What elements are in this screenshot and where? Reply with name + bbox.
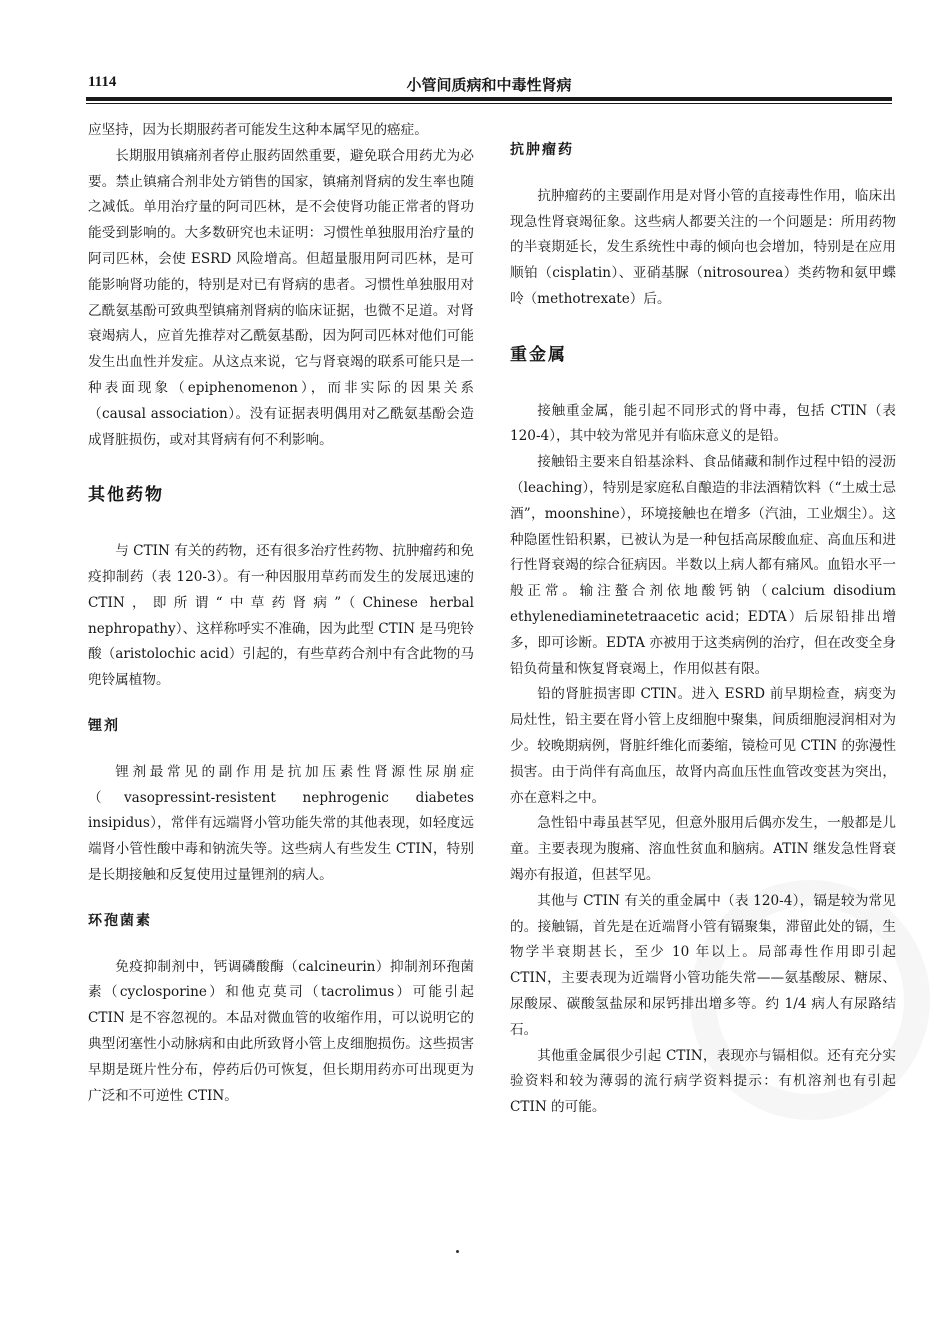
paragraph: 与 CTIN 有关的药物，还有很多治疗性药物、抗肿瘤药和免疫抑制药（表 120-3）。有一种因服用草药而发生的发展迅速的 CTIN，即所谓“中草药肾病”（Chinese herbal nephropathy）、这样称呼实不准确，因为此型 CTIN 是马兜铃酸（aristolochic acid）引起的，有些草药合剂中有含此物的马兜铃属植物。 xyxy=(88,543,474,689)
running-title: 小管间质病和中毒性肾病 xyxy=(406,76,572,94)
subsection-heading-cyclosporine: 环孢菌素 xyxy=(88,912,152,929)
section-heading-other-drugs: 其他药物 xyxy=(88,485,164,506)
right-column xyxy=(510,118,896,1121)
header-rule-thin xyxy=(86,103,892,104)
page-header xyxy=(86,72,892,96)
paragraph: 急性铅中毒虽甚罕见，但意外服用后偶亦发生，一般都是儿童。主要表现为腹痛、溶血性贫血和脑病。ATIN 继发急性肾衰竭亦有报道，但甚罕见。 xyxy=(510,815,896,883)
page-number: 1114 xyxy=(88,74,117,90)
paragraph: 免疫抑制剂中，钙调磷酸酶（calcineurin）抑制剂环孢菌素（cyclosporine）和他克莫司（tacrolimus）可能引起 CTIN 是不容忽视的。本品对微血管的收缩作用，可以说明它的典型闭塞性小动脉病和由此所致肾小管上皮细胞损伤。这些损害早期是斑片性分布，停药后仍可恢复，但长期用药亦可出现更为广泛和不可逆性 CTIN。 xyxy=(88,958,474,1104)
subsection-heading-antitumor: 抗肿瘤药 xyxy=(510,142,574,158)
paragraph: 锂剂最常见的副作用是抗加压素性肾源性尿崩症（vasopressint-resistent nephrogenic diabetes insipidus），常伴有远端肾小管功能失常的其他表现，如轻度远端肾小管性酸中毒和钠流失等。这些病人有些发生 CTIN，特别是长期接触和反复使用过量锂剂的病人。 xyxy=(88,763,474,883)
footer-dot xyxy=(456,1250,459,1253)
paragraph: 其他重金属很少引起 CTIN，表现亦与镉相似。还有充分实验资料和较为薄弱的流行病学资料提示：有机溶剂也有引起 CTIN 的可能。 xyxy=(510,1047,896,1116)
subsection-heading-lithium: 锂剂 xyxy=(88,717,120,734)
section-heading-heavy-metals: 重金属 xyxy=(510,344,567,365)
paragraph: 接触铅主要来自铅基涂料、食品储藏和制作过程中铅的浸沥（leaching），特别是家庭私自酿造的非法酒精饮料（“土威士忌酒”，moonshine），环境接触也在增多（汽油，工业烟尘）。这种隐匿性铅积累，已被认为是一种包括高尿酸血症、高血压和进行性肾衰竭的综合征病因。半数以上病人都有痛风。血铅水平一般正常。输注螯合剂依地酸钙钠（calcium disodium ethylenediaminetetraacetic acid；EDTA）后尿铅排出增多，即可诊断。EDTA 亦被用于这类病例的治疗，但在改变全身铅负荷量和恢复肾衰竭上，作用似甚有限。 xyxy=(510,454,896,677)
paragraph: 铅的肾脏损害即 CTIN。进入 ESRD 前早期检查，病变为局灶性，铅主要在肾小管上皮细胞中聚集，间质细胞浸润相对为少。较晚期病例，肾脏纤维化而萎缩，镜检可见 CTIN 的弥漫性损害。由于尚伴有高血压，故肾内高血压性血管改变甚为突出，亦在意料之中。 xyxy=(510,686,896,806)
header-rule-thick xyxy=(86,97,892,101)
paragraph: 接触重金属，能引起不同形式的肾中毒，包括 CTIN（表 120-4），其中较为常见并有临床意义的是铅。 xyxy=(510,402,896,445)
paragraph: 应坚持，因为长期服药者可能发生这种本属罕见的癌症。 xyxy=(88,122,428,138)
left-column xyxy=(88,118,474,1109)
paragraph: 长期服用镇痛剂者停止服药固然重要，避免联合用药尤为必要。禁止镇痛合剂非处方销售的国家，镇痛剂肾病的发生率也随之减低。单用治疗量的阿司匹林，是不会使肾功能正常者的肾功能受到影响的。大多数研究也未证明：习惯性单独服用治疗量的阿司匹林，会使 ESRD 风险增高。但超量服用阿司匹林，是可能影响肾功能的，特别是对已有肾病的患者。习惯性单独服用对乙酰氨基酚可致典型镇痛剂肾病的临床证据，也微不足道。对肾衰竭病人，应首先推荐对乙酰氨基酚，因为阿司匹林对他们可能发生出血性并发症。从这点来说，它与肾衰竭的联系可能只是一种表面现象（epiphenomenon），而非实际的因果关系（causal association）。没有证据表明偶用对乙酰氨基酚会造成肾脏损伤，或对其肾病有何不利影响。 xyxy=(88,147,474,448)
paragraph: 抗肿瘤药的主要副作用是对肾小管的直接毒性作用，临床出现急性肾衰竭征象。这些病人都要关注的一个问题是：所用药物的半衰期延长，发生系统性中毒的倾向也会增加，特别是在应用顺铂（cisplatin）、亚硝基脲（nitrosourea）类药物和氨甲蝶呤（methotrexate）后。 xyxy=(510,187,896,307)
paragraph: 其他与 CTIN 有关的重金属中（表 120-4），镉是较为常见的。接触镉，首先是在近端肾小管有镉聚集，滞留此处的镉，生物学半衰期甚长，至少 10 年以上。局部毒性作用即引起 CTIN，主要表现为近端肾小管功能失常——氨基酸尿、糖尿、尿酸尿、碳酸氢盐尿和尿钙排出增多等。约 1/4 病人有尿路结石。 xyxy=(510,892,896,1038)
